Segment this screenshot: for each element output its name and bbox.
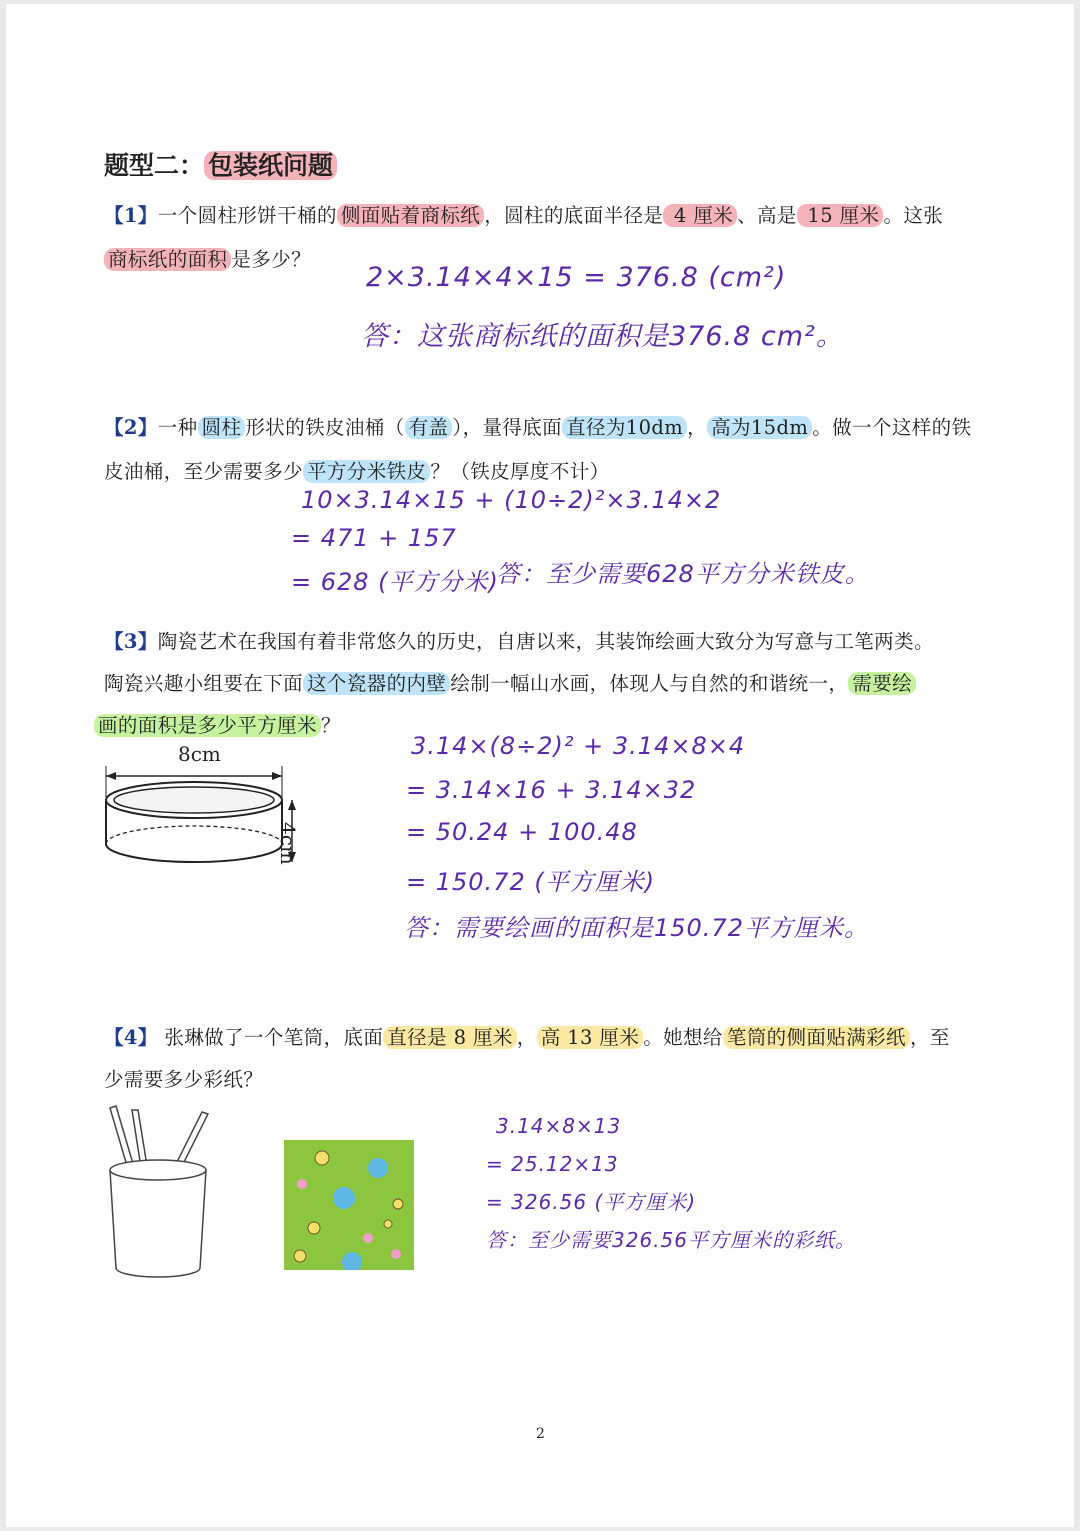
q2-highlight: 平方分米铁皮 bbox=[303, 460, 430, 483]
q3-text: 绘制一幅山水画，体现人与自然的和谐统一， bbox=[450, 672, 849, 695]
figure-width-label: 8cm bbox=[178, 742, 221, 766]
q2-highlight: 直径为10dm bbox=[562, 416, 687, 439]
q4-text: ， bbox=[516, 1026, 537, 1049]
section-title bbox=[104, 146, 337, 182]
q4-highlight: 高 13 厘米 bbox=[537, 1026, 644, 1049]
q3-number: 【3】 bbox=[104, 630, 158, 653]
q3-text: ？ bbox=[320, 714, 341, 737]
bowl-bottom-front bbox=[106, 844, 282, 862]
q2-highlight: 有盖 bbox=[405, 416, 453, 439]
width-arrow-head-left bbox=[106, 772, 116, 780]
q4-text: 张琳做了一个笔筒，底面 bbox=[157, 1026, 384, 1049]
worksheet-page bbox=[6, 4, 1074, 1527]
q2-work-line: = 628 (平方分米) bbox=[291, 568, 499, 596]
q2-highlight: 圆柱 bbox=[198, 416, 246, 439]
q4-work-line: = 326.56 (平方厘米) bbox=[486, 1190, 697, 1214]
q2-text: ？（铁皮厚度不计） bbox=[430, 460, 610, 483]
holder-bottom bbox=[116, 1268, 200, 1277]
q4-highlight: 直径是 8 厘米 bbox=[383, 1026, 517, 1049]
bowl-rim-inner bbox=[114, 787, 274, 813]
q2-text: 一种 bbox=[157, 416, 198, 439]
q3-text: 陶瓷艺术在我国有着非常悠久的历史，自唐以来，其装饰绘画大致分为写意与工笔两类。 bbox=[157, 630, 934, 653]
q1-highlight: 商标纸的面积 bbox=[104, 248, 231, 271]
height-arrow-head-top bbox=[288, 800, 296, 810]
q4-text: ，至 bbox=[909, 1026, 950, 1049]
figure-height-label: 4cm bbox=[276, 822, 300, 865]
q2-text: ），量得底面 bbox=[452, 416, 563, 439]
q3-work-line: = 50.24 + 100.48 bbox=[406, 818, 638, 846]
bowl-bottom-back bbox=[106, 826, 282, 844]
holder-side-right bbox=[200, 1170, 206, 1268]
q3-highlight: 画的面积是多少平方厘米 bbox=[94, 714, 321, 737]
q2-text: ， bbox=[687, 416, 708, 439]
q3-line3 bbox=[94, 710, 341, 738]
q4-answer: 答：至少需要326.56平方厘米的彩纸。 bbox=[486, 1228, 856, 1252]
q3-work-line: = 3.14×16 + 3.14×32 bbox=[406, 776, 697, 804]
q2-line1 bbox=[104, 412, 971, 440]
colored-paper-illustration bbox=[284, 1140, 414, 1270]
width-arrow-head-right bbox=[272, 772, 282, 780]
q3-work-line: = 150.72 (平方厘米) bbox=[406, 868, 656, 896]
q4-work-line: = 25.12×13 bbox=[486, 1152, 619, 1176]
q1-text: ，圆柱的底面半径是 bbox=[484, 204, 664, 227]
q1-answer: 答：这张商标纸的面积是376.8 cm²。 bbox=[361, 321, 844, 352]
holder-rim bbox=[110, 1160, 206, 1180]
q3-text: 陶瓷兴趣小组要在下面 bbox=[104, 672, 304, 695]
q1-highlight: 15 厘米 bbox=[797, 204, 884, 227]
q1-work-line: 2×3.14×4×15 = 376.8 (cm²) bbox=[366, 262, 787, 293]
section-title-highlight: 包装纸问题 bbox=[204, 151, 337, 180]
q1-number: 【1】 bbox=[104, 204, 158, 227]
section-title-prefix: 题型二： bbox=[104, 151, 205, 180]
q1-highlight: 侧面贴着商标纸 bbox=[337, 204, 484, 227]
q2-number: 【2】 bbox=[104, 416, 158, 439]
q2-line2 bbox=[104, 456, 610, 484]
pencil-holder-illustration bbox=[102, 1104, 222, 1284]
q1-text: 一个圆柱形饼干桶的 bbox=[157, 204, 337, 227]
q4-line2: 少需要多少彩纸？ bbox=[104, 1068, 264, 1091]
q3-highlight: 这个瓷器的内壁 bbox=[303, 672, 450, 695]
q4-work-line: 3.14×8×13 bbox=[496, 1114, 622, 1138]
q4-highlight: 笔筒的侧面贴满彩纸 bbox=[723, 1026, 910, 1049]
holder-side-left bbox=[110, 1170, 116, 1268]
q1-text: 。这张 bbox=[883, 204, 944, 227]
q1-text: 、高是 bbox=[737, 204, 797, 227]
q1-line1 bbox=[104, 200, 943, 228]
q2-answer: 答：至少需要628平方分米铁皮。 bbox=[496, 560, 870, 588]
q3-work-line: 3.14×(8÷2)² + 3.14×8×4 bbox=[411, 732, 746, 760]
q4-number: 【4】 bbox=[104, 1026, 158, 1049]
q1-text: 是多少？ bbox=[231, 248, 312, 271]
q2-work-line: 10×3.14×15 + (10÷2)²×3.14×2 bbox=[301, 486, 722, 514]
q3-line2 bbox=[104, 668, 916, 696]
q2-highlight: 高为15dm bbox=[707, 416, 812, 439]
q3-line1 bbox=[104, 626, 934, 654]
q2-text: 形状的铁皮油桶（ bbox=[245, 416, 405, 439]
q2-text: 皮油桶，至少需要多少 bbox=[104, 460, 304, 483]
q4-line1 bbox=[104, 1022, 950, 1050]
q3-answer: 答：需要绘画的面积是150.72平方厘米。 bbox=[404, 914, 869, 942]
q2-text: 。做一个这样的铁 bbox=[812, 416, 972, 439]
q1-highlight: 4 厘米 bbox=[663, 204, 737, 227]
q4-text: 。她想给 bbox=[643, 1026, 723, 1049]
q1-line2 bbox=[104, 244, 311, 272]
q3-highlight: 需要绘 bbox=[848, 672, 916, 695]
q2-work-line: = 471 + 157 bbox=[291, 524, 457, 552]
page-number: 2 bbox=[536, 1426, 545, 1442]
